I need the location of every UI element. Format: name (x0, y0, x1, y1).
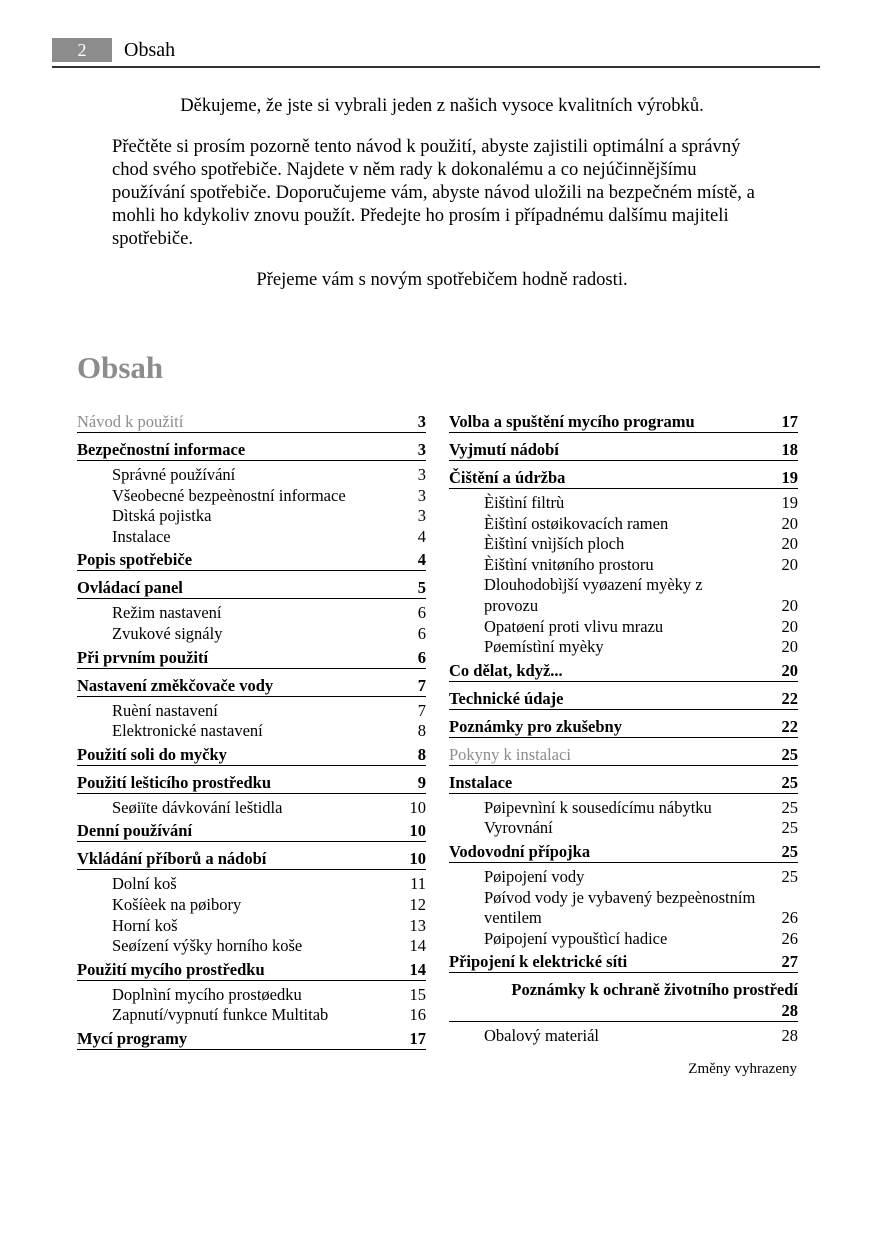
toc-subentry[interactable] (77, 895, 426, 916)
page-number: 2 (52, 38, 112, 62)
toc-entry-title: Instalace (112, 526, 171, 546)
toc-subentry[interactable] (449, 908, 798, 929)
footer-note: Změny vyhrazeny (688, 1061, 797, 1077)
toc-entry-page: 27 (781, 952, 798, 972)
toc-entry-title: Správné používání (112, 465, 236, 484)
toc-entry-page: 5 (417, 578, 426, 598)
toc-entry-page: 17 (409, 1028, 426, 1048)
toc-entry-title: Použití soli do myčky (77, 744, 227, 764)
toc-subentry[interactable] (77, 624, 426, 645)
toc-entry-page: 28 (781, 1026, 798, 1046)
toc-entry-page: 7 (417, 700, 426, 720)
toc-entry-page: 3 (417, 412, 426, 431)
toc-subentry[interactable] (77, 527, 426, 548)
toc-entry-page: 15 (409, 984, 426, 1004)
toc-entry-title: Ruèní nastavení (112, 700, 218, 720)
toc-entry-page: 7 (417, 675, 426, 695)
toc-entry-page: 20 (781, 554, 798, 574)
toc-entry-page: 16 (409, 1005, 426, 1025)
toc-entry-page: 22 (781, 688, 798, 708)
toc-entry[interactable] (449, 409, 798, 433)
toc-entry[interactable] (77, 409, 426, 433)
toc-subentry[interactable] (449, 929, 798, 950)
toc-subentry[interactable] (449, 575, 798, 596)
intro-text (112, 94, 772, 309)
toc-entry[interactable] (77, 818, 426, 842)
toc-subentry[interactable] (449, 493, 798, 514)
toc-entry-page: 13 (409, 915, 426, 935)
toc-entry[interactable] (77, 547, 426, 571)
toc-entry-page: 25 (781, 772, 798, 792)
toc-entry-title: Košíèek na pøibory (112, 894, 242, 914)
toc-subentry[interactable] (449, 514, 798, 535)
toc-entry-page: 14 (409, 959, 426, 979)
toc-entry[interactable] (77, 1026, 426, 1050)
toc-entry-page: 8 (417, 744, 426, 764)
toc-subentry[interactable] (449, 617, 798, 638)
toc-entry-title: Při prvním použití (77, 647, 209, 667)
toc-entry[interactable] (449, 658, 798, 682)
toc-entry[interactable] (77, 575, 426, 599)
toc-entry-page: 20 (781, 637, 798, 657)
toc-entry-title: Poznámky pro zkušebny (449, 716, 622, 736)
toc-subentry[interactable] (77, 721, 426, 742)
toc-entry-title: Pøipojení vody (484, 866, 585, 886)
toc-entry-title: Pøipevnìní k sousedícímu nábytku (484, 797, 712, 817)
toc-entry-title: Všeobecné bezpeènostní informace (112, 485, 346, 505)
toc-entry-page: 10 (409, 849, 426, 869)
toc-entry-title: Èištìní filtrù (484, 493, 565, 512)
section-title: Obsah (77, 350, 164, 385)
toc-entry[interactable] (449, 686, 798, 710)
toc-subentry[interactable] (77, 1005, 426, 1026)
toc-entry[interactable] (449, 437, 798, 461)
toc-subentry[interactable] (77, 486, 426, 507)
toc-entry-title: Co dělat, když... (449, 660, 563, 680)
toc-subentry[interactable] (449, 637, 798, 658)
toc-entry-title: Volba a spuštění mycího programu (449, 412, 695, 431)
toc-entry-page: 17 (781, 412, 798, 431)
toc-entry-title: Vyrovnání (484, 818, 553, 838)
toc-entry-title: Opatøení proti vlivu mrazu (484, 616, 664, 636)
toc-entry-title: Dlouhodobìjší vyøazení myèky z (484, 575, 703, 595)
toc-entry-page: 9 (417, 772, 426, 792)
toc-subentry[interactable] (77, 985, 426, 1006)
toc-entry-title: Èištìní vnìjších ploch (484, 534, 625, 554)
toc-entry-title: Vkládání příborů a nádobí (77, 849, 267, 869)
toc-subentry[interactable] (449, 798, 798, 819)
toc-entry[interactable] (77, 770, 426, 794)
toc-entry-title: Zvukové signály (112, 623, 223, 643)
toc-entry-title: Zapnutí/vypnutí funkce Multitab (112, 1005, 329, 1025)
toc-entry-title: Denní používání (77, 821, 193, 841)
toc-entry-title: Ovládací panel (77, 578, 183, 598)
toc-entry[interactable] (77, 846, 426, 870)
toc-entry-page: 20 (781, 534, 798, 554)
toc-entry-title: Použití lešticího prostředku (77, 772, 272, 792)
toc-entry-page: 26 (781, 928, 798, 948)
toc-entry-page: 6 (417, 647, 426, 667)
toc-entry-title: Režim nastavení (112, 603, 222, 623)
toc-entry-page: 26 (781, 908, 798, 928)
toc-entry-title: Seøiïte dávkování leštidla (112, 797, 283, 817)
toc-entry-page: 10 (409, 797, 426, 817)
toc-entry-page: 25 (781, 797, 798, 817)
toc-subentry[interactable] (449, 867, 798, 888)
toc-entry-title: Vodovodní přípojka (449, 841, 591, 861)
toc-entry-title: Dìtská pojistka (112, 506, 212, 526)
toc-subentry[interactable] (77, 465, 426, 486)
toc-entry-title: Seøízení výšky horního koše (112, 936, 303, 956)
toc-entry-page: 12 (409, 894, 426, 914)
toc-entry-title: Pøipojení vypouštìcí hadice (484, 928, 668, 948)
toc-entry-page: 25 (781, 818, 798, 838)
toc-subentry[interactable] (449, 888, 798, 909)
toc-entry-page: 20 (781, 595, 798, 615)
toc-entry-title: Bezpečnostní informace (77, 440, 246, 459)
toc-entry[interactable] (449, 770, 798, 794)
toc-entry-title: Použití mycího prostředku (77, 959, 265, 979)
toc-entry-page: 3 (417, 506, 426, 526)
toc-subentry[interactable] (77, 506, 426, 527)
toc-entry-page: 20 (781, 660, 798, 680)
toc-entry-page: 6 (417, 603, 426, 623)
toc-right-column (449, 409, 798, 1047)
toc-entry[interactable] (77, 645, 426, 669)
toc-entry-page: 11 (410, 874, 426, 894)
toc-entry-title: Technické údaje (449, 688, 564, 708)
toc-entry-page: 25 (781, 866, 798, 886)
page-header (52, 38, 820, 68)
toc-subentry[interactable] (449, 818, 798, 839)
toc-subentry[interactable] (77, 936, 426, 957)
toc-entry-page: 25 (781, 841, 798, 861)
toc-entry-page: 6 (417, 623, 426, 643)
toc-entry[interactable] (77, 437, 426, 461)
toc-subentry[interactable] (77, 916, 426, 937)
toc-entry[interactable] (449, 714, 798, 738)
toc-entry[interactable] (449, 465, 798, 489)
intro-wish: Přejeme vám s novým spotřebičem hodně radosti. (256, 269, 628, 290)
toc-entry-title: Obalový materiál (484, 1026, 600, 1046)
toc-entry-page: 3 (417, 440, 426, 459)
toc-entry-title: Pøemístìní myèky (484, 637, 604, 657)
toc-entry-page: 10 (409, 821, 426, 841)
toc-entry-page: 3 (417, 465, 426, 484)
toc-subentry[interactable] (449, 596, 798, 617)
toc-entry-title: Instalace (449, 772, 513, 792)
toc-entry-title: ventilem (484, 908, 542, 928)
toc-entry[interactable] (449, 949, 798, 973)
toc-entry[interactable] (449, 742, 798, 766)
toc-left-column (77, 409, 426, 1054)
toc-entry-page: 19 (781, 468, 798, 487)
toc-entry-page: 3 (417, 485, 426, 505)
toc-entry-title: Návod k použití (77, 412, 184, 431)
toc-entry-title: Dolní koš (112, 874, 177, 894)
toc-entry-page: 20 (781, 616, 798, 636)
toc-entry-title: Elektronické nastavení (112, 721, 263, 741)
toc-subentry[interactable] (77, 874, 426, 895)
toc-entry-page: 20 (781, 513, 798, 533)
toc-entry-page: 14 (409, 936, 426, 956)
toc-entry-page: 22 (781, 716, 798, 736)
toc-entry-page: 19 (781, 493, 798, 512)
toc-entry-title: Připojení k elektrické síti (449, 952, 628, 972)
toc-entry-title: Pokyny k instalaci (449, 744, 571, 764)
toc-entry-title: Èištìní vnitøního prostoru (484, 554, 654, 574)
toc-subentry[interactable] (77, 701, 426, 722)
toc-entry-page: 28 (781, 1001, 798, 1021)
toc-entry-title: Èištìní ostøikovacích ramen (484, 513, 669, 533)
intro-body: Přečtěte si prosím pozorně tento návod k použití, abyste zajistili optimální a správný chod svého spotřebiče. Najdete v něm rady k dokonalému a co nejúčinnějšímu používání spotřebiče. Doporučujeme vám, abyste návod uložili na bezpečném místě, a mohli ho kdykoliv znovu použít. Předejte ho prosím i případnému dalšímu majiteli spotřebiče. (112, 136, 755, 249)
toc-entry[interactable] (77, 742, 426, 766)
toc-entry-page: 25 (781, 744, 798, 764)
toc-subentry[interactable] (77, 798, 426, 819)
toc-entry[interactable] (449, 977, 798, 1022)
toc-subentry[interactable] (449, 1026, 798, 1047)
toc-entry-page: 4 (417, 550, 426, 570)
toc-subentry[interactable] (449, 534, 798, 555)
toc-entry-title: Pøívod vody je vybavený bezpeènostním (484, 887, 756, 907)
toc-entry-title: Nastavení změkčovače vody (77, 675, 274, 695)
toc-entry-title: Mycí programy (77, 1028, 188, 1048)
toc-entry-title: Čištění a údržba (449, 468, 566, 487)
toc-entry-title: Doplnìní mycího prostøedku (112, 984, 302, 1004)
intro-thanks: Děkujeme, že jste si vybrali jeden z našich vysoce kvalitních výrobků. (180, 95, 704, 116)
toc-subentry[interactable] (77, 603, 426, 624)
toc-entry-title: provozu (484, 595, 539, 615)
toc-entry[interactable] (77, 673, 426, 697)
toc-entry-page: 8 (417, 721, 426, 741)
toc-entry-page: 4 (417, 526, 426, 546)
toc-entry-title: Vyjmutí nádobí (449, 440, 559, 459)
toc-entry[interactable] (449, 839, 798, 863)
toc-entry[interactable] (77, 957, 426, 981)
toc-entry-title: Popis spotřebiče (77, 550, 193, 570)
toc-subentry[interactable] (449, 555, 798, 576)
toc-entry-title: Horní koš (112, 915, 178, 935)
header-title: Obsah (124, 39, 176, 61)
toc-entry-title: Poznámky k ochraně životního prostředí (511, 980, 798, 1000)
toc-entry-page: 18 (781, 440, 798, 459)
